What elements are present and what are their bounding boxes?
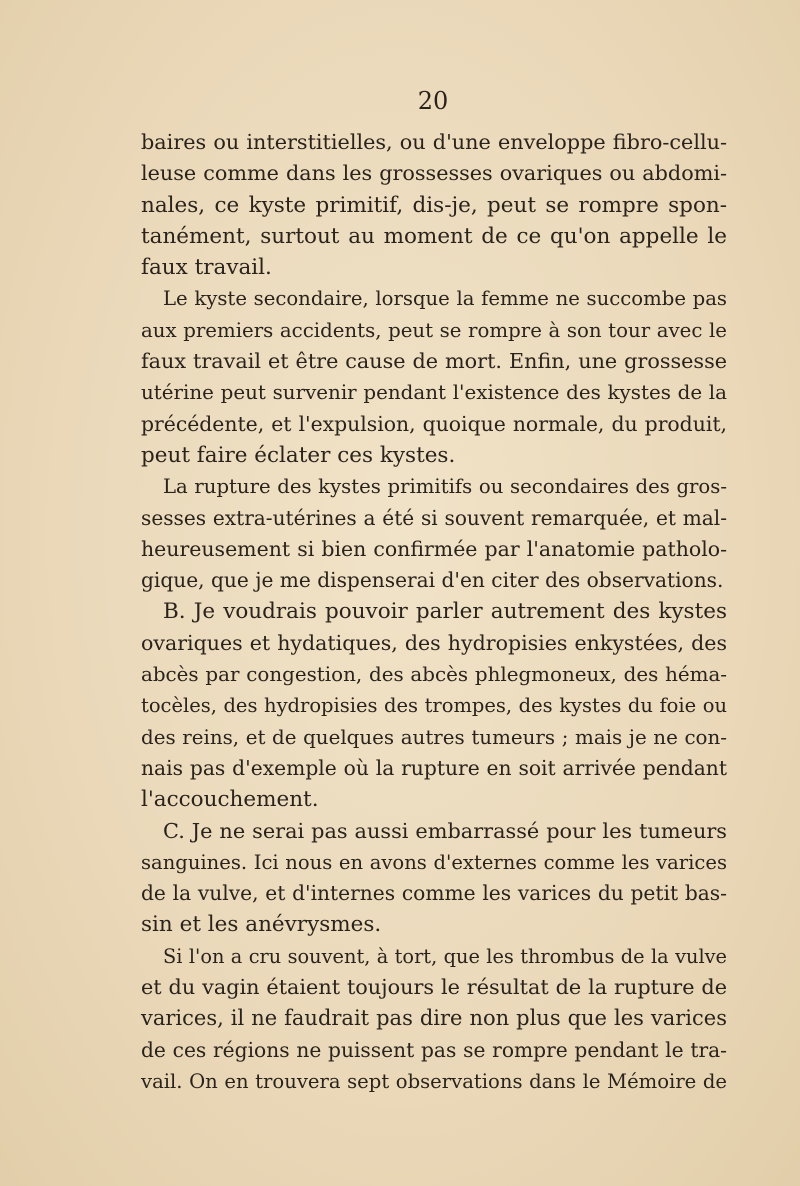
paragraph <box>141 941 727 1097</box>
text-line: ovariques et hydatiques, des hydropisies enkystées, des <box>141 630 727 655</box>
text-line: utérine peut survenir pendant l'existence des kystes de la <box>141 381 727 405</box>
text-line: sesses extra-utérines a été si souvent remarquée, et mal- <box>141 505 727 530</box>
text-line: sin et les anévrysmes. <box>141 912 382 938</box>
paragraph <box>141 596 727 815</box>
text-line: heureusement si bien confirmée par l'anatomie patholo- <box>141 536 727 561</box>
paragraph <box>141 283 727 471</box>
text-line: tanément, surtout au moment de ce qu'on appelle le <box>141 223 727 249</box>
text-line: de la vulve, et d'internes comme les varices du petit bas- <box>141 881 727 906</box>
paragraph <box>141 127 727 283</box>
text-line: leuse comme dans les grossesses ovariques ou abdomi- <box>141 161 727 186</box>
text-line: peut faire éclater ces kystes. <box>141 442 456 468</box>
text-line: abcès par congestion, des abcès phlegmoneux, des héma- <box>141 663 727 687</box>
page-number: 20 <box>417 87 449 115</box>
text-line: tocèles, des hydropisies des trompes, des kystes du foie ou <box>141 694 727 718</box>
text-line: La rupture des kystes primitifs ou secondaires des gros- <box>163 475 727 499</box>
text-line: des reins, et de quelques autres tumeurs ; mais je ne con- <box>141 725 727 749</box>
text-line: Si l'on a cru souvent, à tort, que les thrombus de la vulve <box>163 944 727 968</box>
text-line: nales, ce kyste primitif, dis-je, peut se rompre spon- <box>141 192 727 218</box>
text-line: aux premiers accidents, peut se rompre à son tour avec le <box>141 318 727 342</box>
text-line: varices, il ne faudrait pas dire non plus que les varices <box>141 1006 727 1031</box>
text-line: vail. On en trouvera sept observations dans le Mémoire de <box>141 1069 727 1093</box>
text-line: sanguines. Ici nous en avons d'externes comme les varices <box>141 850 727 874</box>
body-text <box>141 127 727 1097</box>
text-line: Le kyste secondaire, lorsque la femme ne succombe pas <box>163 287 727 311</box>
text-line: de ces régions ne puissent pas se rompre pendant le tra- <box>141 1037 727 1062</box>
text-line: baires ou interstitielles, ou d'une enveloppe fibro-cellu- <box>141 130 727 154</box>
text-line: gique, que je me dispenserai d'en citer des observations. <box>141 568 724 593</box>
text-line: B. Je voudrais pouvoir parler autrement des kystes <box>163 599 727 625</box>
text-line: l'accouchement. <box>141 787 319 813</box>
text-line: C. Je ne serai pas aussi embarrassé pour les tumeurs <box>163 818 727 843</box>
paragraph <box>141 471 727 596</box>
text-line: et du vagin étaient toujours le résultat de la rupture de <box>141 975 727 1000</box>
text-line: faux travail. <box>141 255 272 281</box>
text-line: faux travail et être cause de mort. Enfin, une grossesse <box>141 349 727 374</box>
paragraph <box>141 816 727 941</box>
text-line: précédente, et l'expulsion, quoique normale, du produit, <box>141 411 727 436</box>
text-line: nais pas d'exemple où la rupture en soit arrivée pendant <box>141 755 727 780</box>
